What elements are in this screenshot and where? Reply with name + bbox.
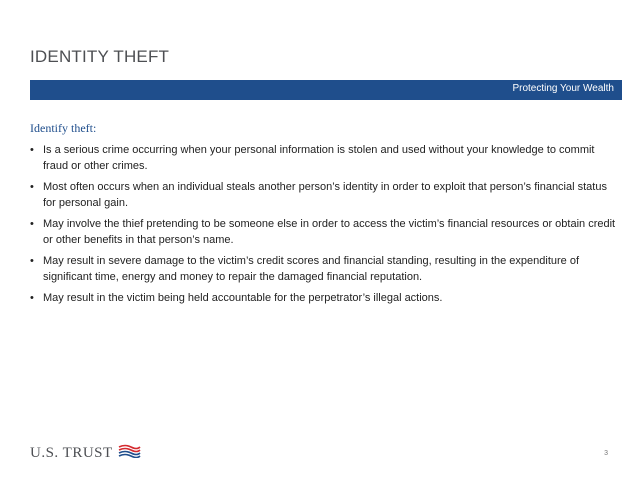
bullet-text: May result in the victim being held accountable for the perpetrator’s illegal actions. xyxy=(43,292,443,304)
bullet-item xyxy=(30,253,620,285)
company-logo xyxy=(30,444,141,463)
slide-title: IDENTITY THEFT xyxy=(30,47,170,66)
bullet-marker: • xyxy=(30,255,34,267)
banner-tagline: Protecting Your Wealth xyxy=(512,83,614,94)
bullet-text: Is a serious crime occurring when your personal information is stolen and used without your knowledge to commit fraud or other crimes. xyxy=(43,144,595,172)
bullet-marker: • xyxy=(30,218,34,230)
bullet-item xyxy=(30,290,620,306)
bullet-marker: • xyxy=(30,144,34,156)
bullet-list xyxy=(30,142,620,311)
bullet-marker: • xyxy=(30,181,34,193)
bullet-item xyxy=(30,142,620,174)
bullet-text: May result in severe damage to the victim’s credit scores and financial standing, resulting in the expenditure of significant time, energy and money to repair the damaged financial reputation. xyxy=(43,255,580,283)
section-heading: Identify theft: xyxy=(30,121,97,135)
bullet-item xyxy=(30,179,620,211)
bullet-text: Most often occurs when an individual steals another person’s identity in order to exploit that person’s financial status for personal gain. xyxy=(43,181,607,209)
bullet-marker: • xyxy=(30,292,34,304)
logo-text: U.S. TRUST xyxy=(30,445,113,461)
bullet-text: May involve the thief pretending to be someone else in order to access the victim’s financial resources or obtain credit or other benefits in that person’s name. xyxy=(43,218,616,246)
bullet-item xyxy=(30,216,620,248)
page-number: 3 xyxy=(604,450,608,457)
header-banner xyxy=(30,80,622,100)
flag-icon xyxy=(117,444,141,463)
